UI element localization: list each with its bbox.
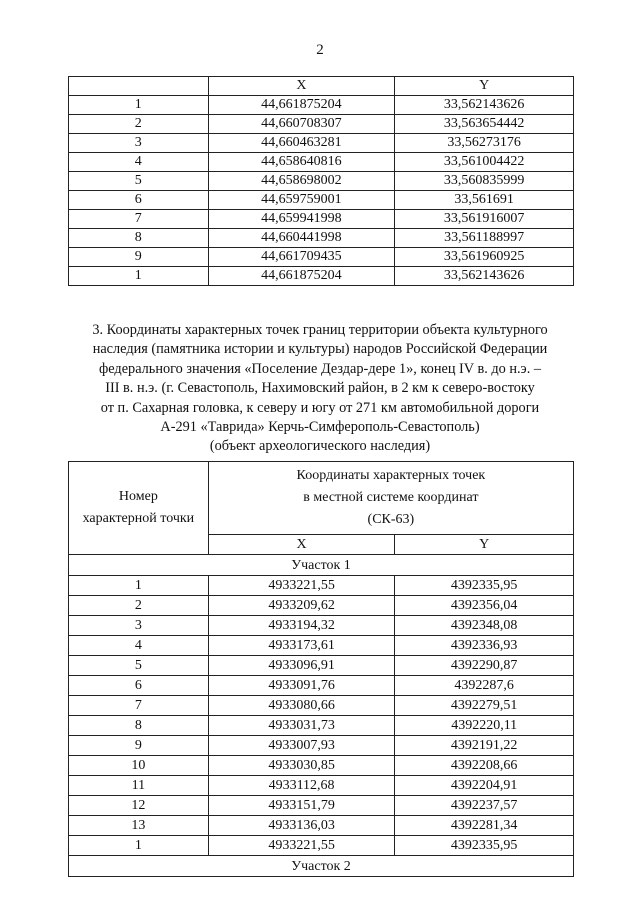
cell-point-number: 8 xyxy=(69,716,209,736)
cell-y: 4392356,04 xyxy=(395,596,574,616)
cell-point-number: 6 xyxy=(69,191,209,210)
heading-line: III в. н.э. (г. Севастополь, Нахимовский район, в 2 км к северо-востоку xyxy=(105,380,535,397)
table-row xyxy=(69,210,574,229)
cell-x: 4933221,55 xyxy=(208,836,395,856)
cell-x: 44,660441998 xyxy=(208,229,395,248)
table-row xyxy=(69,229,574,248)
cell-x: 44,658698002 xyxy=(208,172,395,191)
table-row xyxy=(69,696,574,716)
cell-y: 4392335,95 xyxy=(395,836,574,856)
cell-point-number: 10 xyxy=(69,756,209,776)
cell-y: 4392279,51 xyxy=(395,696,574,716)
cell-point-number: 1 xyxy=(69,576,209,596)
header-line: Координаты характерных точек xyxy=(296,468,486,483)
table-row xyxy=(69,796,574,816)
header-line: Номер xyxy=(118,489,158,504)
cell-x: 4933136,03 xyxy=(208,816,395,836)
header-line: характерной точки xyxy=(82,511,195,526)
table-row xyxy=(69,96,574,115)
cell-y: 4392191,22 xyxy=(395,736,574,756)
table-row xyxy=(69,736,574,756)
cell-x: 44,661709435 xyxy=(208,248,395,267)
cell-point-number: 12 xyxy=(69,796,209,816)
cell-y: 4392287,6 xyxy=(395,676,574,696)
table-row xyxy=(69,656,574,676)
cell-point-number: 11 xyxy=(69,776,209,796)
cell-point-number: 1 xyxy=(69,267,209,286)
cell-x: 44,658640816 xyxy=(208,153,395,172)
cell-x: 4933096,91 xyxy=(208,656,395,676)
section-label: Участок 2 xyxy=(69,856,574,877)
cell-y: 4392237,57 xyxy=(395,796,574,816)
cell-y: 4392220,11 xyxy=(395,716,574,736)
cell-y: 33,562143626 xyxy=(395,267,574,286)
table-row xyxy=(69,596,574,616)
cell-point-number: 6 xyxy=(69,676,209,696)
table-row xyxy=(69,816,574,836)
table-row xyxy=(69,756,574,776)
cell-x: 4933151,79 xyxy=(208,796,395,816)
cell-y: 4392208,66 xyxy=(395,756,574,776)
cell-x: 44,660708307 xyxy=(208,115,395,134)
table-row xyxy=(69,836,574,856)
cell-x: 4933031,73 xyxy=(208,716,395,736)
cell-point-number: 5 xyxy=(69,656,209,676)
cell-y: 4392290,87 xyxy=(395,656,574,676)
header-cell-number xyxy=(69,77,209,96)
cell-point-number: 7 xyxy=(69,696,209,716)
cell-x: 4933112,68 xyxy=(208,776,395,796)
header-cell-x: X xyxy=(208,535,395,555)
cell-point-number: 7 xyxy=(69,210,209,229)
table-row xyxy=(69,267,574,286)
cell-point-number: 1 xyxy=(69,836,209,856)
section-row xyxy=(69,555,574,576)
cell-point-number: 9 xyxy=(69,248,209,267)
cell-x: 4933221,55 xyxy=(208,576,395,596)
table-row xyxy=(69,191,574,210)
cell-point-number: 9 xyxy=(69,736,209,756)
coordinates-table-sk63 xyxy=(68,461,574,877)
cell-point-number: 4 xyxy=(69,636,209,656)
cell-y: 33,560835999 xyxy=(395,172,574,191)
header-cell-y: Y xyxy=(395,535,574,555)
cell-y: 33,561188997 xyxy=(395,229,574,248)
table-row xyxy=(69,576,574,596)
table-row xyxy=(69,134,574,153)
page-number: 2 xyxy=(316,42,324,58)
cell-y: 4392204,91 xyxy=(395,776,574,796)
heading-line: от п. Сахарная головка, к северу и югу от 271 км автомобильной дороги xyxy=(100,399,540,416)
header-cell-coordinates xyxy=(208,462,573,535)
header-cell-y: Y xyxy=(395,77,574,96)
table-header-row xyxy=(69,77,574,96)
cell-x: 4933173,61 xyxy=(208,636,395,656)
cell-y: 4392336,93 xyxy=(395,636,574,656)
section-heading xyxy=(60,321,580,457)
cell-x: 4933194,32 xyxy=(208,616,395,636)
cell-y: 33,561916007 xyxy=(395,210,574,229)
heading-line: 3. Координаты характерных точек границ территории объекта культурного xyxy=(92,322,548,338)
table-row xyxy=(69,172,574,191)
heading-line: федерального значения «Поселение Дездар-дере 1», конец IV в. до н.э. – xyxy=(99,360,541,377)
cell-point-number: 8 xyxy=(69,229,209,248)
table-row xyxy=(69,776,574,796)
table-row xyxy=(69,248,574,267)
heading-line: (объект археологического наследия) xyxy=(209,438,431,455)
cell-x: 4933091,76 xyxy=(208,676,395,696)
cell-x: 44,660463281 xyxy=(208,134,395,153)
coordinates-table-decimal xyxy=(68,76,574,286)
section-row xyxy=(69,856,574,877)
heading-line: наследия (памятника истории и культуры) народов Российской Федерации xyxy=(92,341,548,358)
table-row xyxy=(69,716,574,736)
cell-x: 4933209,62 xyxy=(208,596,395,616)
cell-point-number: 13 xyxy=(69,816,209,836)
heading-line: А-291 «Таврида» Керчь-Симферополь-Севастополь) xyxy=(160,419,480,436)
cell-point-number: 5 xyxy=(69,172,209,191)
table-row xyxy=(69,616,574,636)
table-row xyxy=(69,636,574,656)
header-cell-point-number xyxy=(69,462,209,555)
cell-y: 33,561960925 xyxy=(395,248,574,267)
table-header-row xyxy=(69,462,574,535)
cell-y: 33,56273176 xyxy=(395,134,574,153)
table-row xyxy=(69,153,574,172)
cell-point-number: 4 xyxy=(69,153,209,172)
section-label: Участок 1 xyxy=(69,555,574,576)
cell-y: 4392281,34 xyxy=(395,816,574,836)
header-cell-x: X xyxy=(208,77,395,96)
cell-point-number: 2 xyxy=(69,115,209,134)
cell-point-number: 2 xyxy=(69,596,209,616)
header-line: в местной системе координат xyxy=(303,490,479,505)
cell-x: 44,661875204 xyxy=(208,96,395,115)
cell-y: 4392348,08 xyxy=(395,616,574,636)
table-row xyxy=(69,115,574,134)
cell-y: 33,563654442 xyxy=(395,115,574,134)
cell-x: 4933007,93 xyxy=(208,736,395,756)
cell-x: 44,661875204 xyxy=(208,267,395,286)
cell-y: 33,562143626 xyxy=(395,96,574,115)
cell-x: 4933030,85 xyxy=(208,756,395,776)
cell-x: 44,659941998 xyxy=(208,210,395,229)
table-row xyxy=(69,676,574,696)
cell-y: 33,561004422 xyxy=(395,153,574,172)
cell-x: 44,659759001 xyxy=(208,191,395,210)
cell-point-number: 3 xyxy=(69,134,209,153)
cell-point-number: 1 xyxy=(69,96,209,115)
header-line: (СК-63) xyxy=(367,512,415,527)
cell-x: 4933080,66 xyxy=(208,696,395,716)
cell-point-number: 3 xyxy=(69,616,209,636)
cell-y: 4392335,95 xyxy=(395,576,574,596)
cell-y: 33,561691 xyxy=(395,191,574,210)
